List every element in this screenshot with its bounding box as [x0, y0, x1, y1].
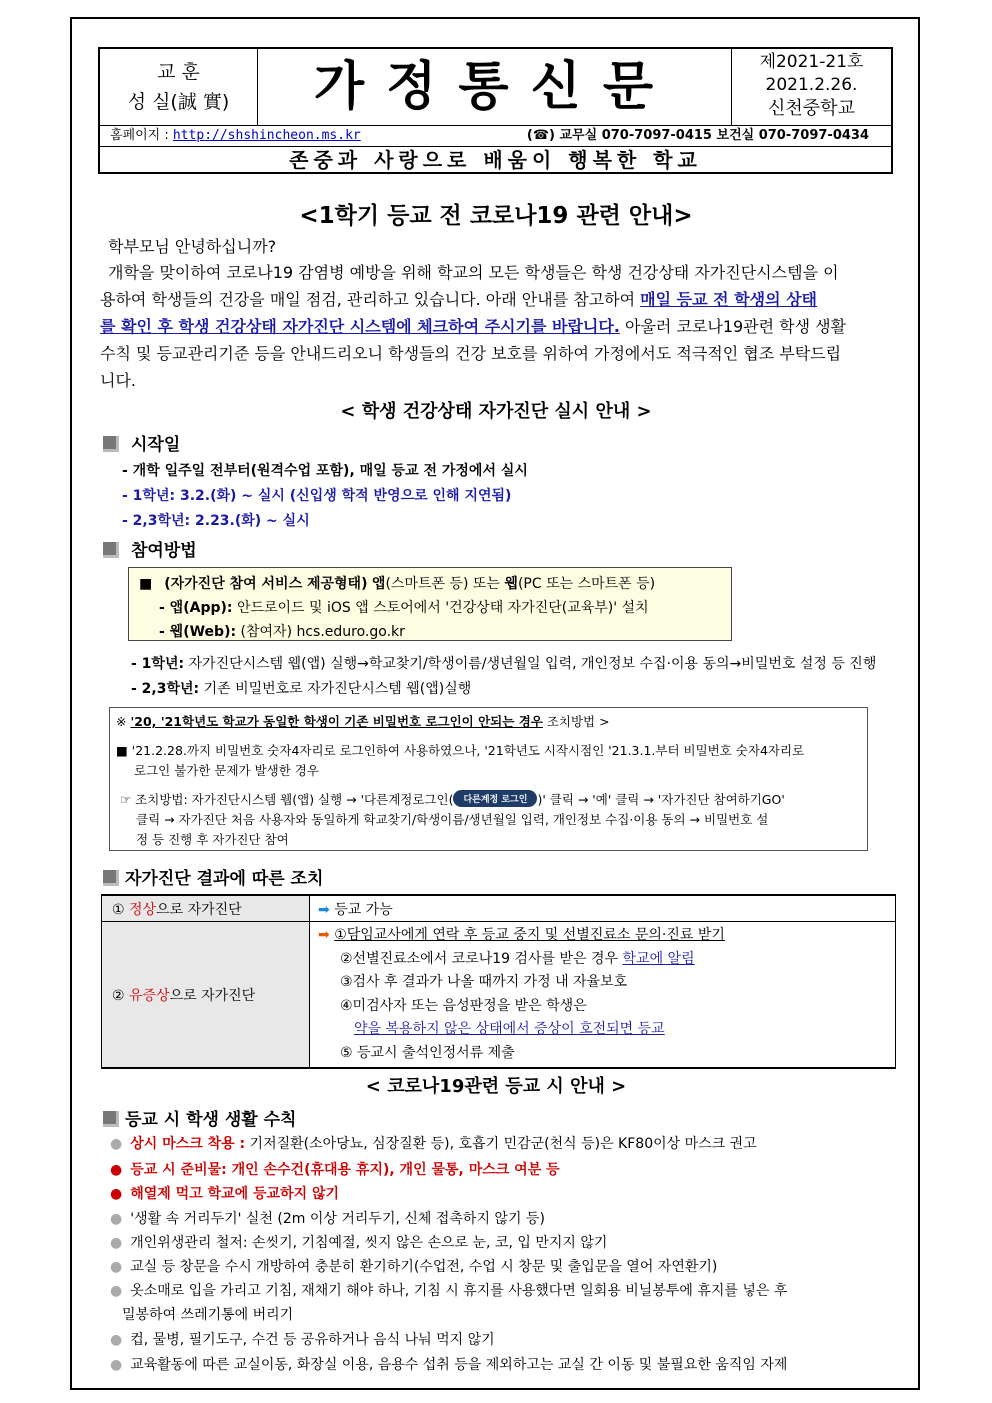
- rule-3: [110, 1183, 339, 1203]
- bullet-icon: ●: [110, 1283, 123, 1299]
- intro-line-4: 수칙 및 등교관리기준 등을 안내드리오니 학생들의 건강 보호를 위하여 가정에서도 적극적인 협조 부탁드립: [100, 344, 842, 363]
- symptom-action-1: [318, 924, 895, 948]
- normal-action-text: 등교 가능: [334, 901, 393, 918]
- app-line: [159, 597, 649, 617]
- symptom-action-2-text: ②선별진료소에서 코로나19 검사를 받은 경우: [340, 950, 623, 967]
- intro-greeting: 학부모님 안녕하십니까?: [108, 237, 277, 256]
- web-word: 웹: [504, 576, 518, 592]
- intro-highlight-2: 를 확인 후 학생 건강상태 자가진단 시스템에 체크하여 주시기를 바랍니다.: [100, 317, 620, 336]
- rule-5-text: 개인위생관리 철저: 손씻기, 기침예절, 씻지 않은 손으로 눈, 코, 입 만지지 않기: [130, 1235, 608, 1251]
- rule-1-label: 상시 마스크 착용 :: [130, 1136, 246, 1152]
- rule-8: [110, 1329, 495, 1349]
- start-item-3: - 2,3학년: 2.23.(화) ~ 실시: [122, 513, 310, 529]
- homepage-label: 홈페이지 :: [110, 128, 169, 143]
- main-title: <1학기 등교 전 코로나19 관련 안내>: [299, 203, 693, 229]
- square-bullet-icon: [103, 542, 119, 558]
- method-heading-text: 참여방법: [131, 541, 197, 561]
- rule-9-text: 교육활동에 따른 교실이동, 화장실 이용, 음용수 섭취 등을 제외하고는 교실 간 이동 및 불필요한 움직임 자제: [130, 1357, 788, 1373]
- rule-1-text: 기저질환(소아당뇨, 심장질환 등), 호흡기 민감군(천식 등)은 KF80이상 마스크 권고: [245, 1136, 757, 1152]
- issue-info: [731, 49, 891, 125]
- bullet-icon: ●: [110, 1186, 123, 1202]
- symptom-post: 으로 자가진단: [169, 987, 256, 1004]
- bullet-icon: ●: [110, 1259, 123, 1275]
- result-table: [101, 894, 896, 1069]
- rule-9: [110, 1354, 787, 1374]
- note-p2d: 정 등 진행 후 자가진단 참여: [136, 832, 289, 847]
- rules-heading: [103, 1105, 296, 1130]
- intro-line-3: [100, 313, 846, 340]
- letter-header: [98, 47, 893, 174]
- intro-line-1: 개학을 맞이하여 코로나19 감염병 예방을 위해 학교의 모든 학생들은 학생 건강상태 자가진단시스템을 이: [108, 263, 839, 282]
- grade23-label: - 2,3학년:: [131, 681, 200, 697]
- table-row: [102, 895, 896, 922]
- rule-4-text: '생활 속 거리두기' 실천 (2m 이상 거리두기, 신체 접촉하지 않기 등): [130, 1211, 545, 1227]
- web-line: [159, 621, 405, 641]
- grade23-method: [131, 678, 471, 698]
- note-mark: ※: [116, 714, 131, 729]
- issue-date: 2021.2.26.: [765, 75, 858, 95]
- arrow-right-icon: ➡: [318, 901, 330, 918]
- app-desc: (스마트폰 등) 또는: [385, 576, 505, 592]
- result-heading: [103, 864, 323, 889]
- rule-1: [110, 1133, 757, 1153]
- service-info-box: [128, 567, 732, 641]
- symptom-action-4b: [318, 1018, 895, 1042]
- method-heading: [103, 536, 197, 561]
- normal-post: 으로 자가진단: [156, 901, 242, 918]
- bullet-icon: ●: [110, 1211, 123, 1227]
- arrow-right-icon: ➡: [318, 927, 330, 943]
- grade23-text: 기존 비밀번호로 자가진단시스템 웹(앱)실행: [203, 681, 472, 697]
- intro-highlight-1: 매일 등교 전 학생의 상태: [640, 290, 818, 309]
- note-p1b: 로그인 불가한 문제가 발생한 경우: [134, 763, 319, 778]
- symptom-action-4: ④미검사자 또는 음성판정을 받은 학생은: [340, 997, 587, 1014]
- note-heading-tail: 조치방법 >: [542, 714, 610, 729]
- school-name: 신천중학교: [768, 98, 855, 119]
- rule-5: [110, 1232, 607, 1252]
- rule-2: [110, 1159, 560, 1179]
- normal-red: 정상: [129, 901, 157, 918]
- phone-numbers: (☎) 교무실 070-7097-0415 보건실 070-7097-0434: [526, 128, 869, 143]
- rule-6: [110, 1256, 717, 1276]
- symptom-red: 유증상: [129, 987, 170, 1004]
- note-heading-underlined: '20, '21학년도 학교가 동일한 학생이 기존 비밀번호 로그인이 안되는 경우: [130, 714, 543, 729]
- header-top-row: [100, 49, 891, 126]
- web-detail: (참여자) hcs.eduro.go.kr: [240, 624, 405, 640]
- service-type-line: [139, 573, 655, 593]
- normal-case: [102, 895, 310, 922]
- start-item-1: - 개학 일주일 전부터(원격수업 포함), 매일 등교 전 가정에서 실시: [122, 463, 528, 479]
- intro-line-3-text: 아울러 코로나19관련 학생 생활: [619, 317, 847, 336]
- rule-2-text: 등교 시 준비물: 개인 손수건(휴대용 휴지), 개인 물통, 마스크 여분 등: [130, 1162, 560, 1178]
- bullet-icon: ●: [110, 1162, 123, 1178]
- square-bullet-icon: [103, 870, 119, 886]
- bullet-icon: ●: [110, 1332, 123, 1348]
- symptom-action-4b-text: 약을 복용하지 않은 상태에서 증상이 호전되면 등교: [354, 1021, 665, 1037]
- section1-title: < 학생 건강상태 자가진단 실시 안내 >: [340, 401, 652, 422]
- homepage: [110, 125, 361, 146]
- result-heading-text: 자가진단 결과에 따른 조치: [125, 869, 324, 889]
- start-item-2: - 1학년: 3.2.(화) ~ 실시 (신입생 학적 반영으로 인해 지연됨): [122, 488, 512, 504]
- note-p2a: [120, 790, 785, 808]
- normal-num: ①: [112, 901, 130, 918]
- bullet-icon: ●: [110, 1136, 123, 1152]
- square-bullet-icon: [103, 1111, 119, 1127]
- rule-7b: 밀봉하여 쓰레기통에 버리기: [122, 1307, 294, 1323]
- issue-number: 제2021-21호: [759, 52, 864, 72]
- note-heading: [116, 712, 610, 730]
- bullet-icon: ●: [110, 1235, 123, 1251]
- intro-line-5: 니다.: [100, 371, 136, 390]
- square-bullet-icon: [103, 436, 119, 452]
- web-desc: (PC 또는 스마트폰 등): [517, 576, 656, 592]
- start-heading: [103, 430, 180, 455]
- note-p2b-text: )' 클릭 → '예' 클릭 → '자가진단 참여하기GO': [537, 792, 785, 807]
- homepage-link[interactable]: http://shshincheon.ms.kr: [172, 128, 361, 143]
- symptom-action-2-link: 학교에 알림: [622, 950, 695, 967]
- symptom-action-2: [318, 948, 895, 972]
- symptom-actions: [310, 922, 896, 1069]
- motto-label: 교 훈: [157, 61, 200, 83]
- app-detail: 안드로이드 및 iOS 앱 스토어에서 '건강상태 자가진단(교육부)' 설치: [236, 600, 649, 616]
- symptom-action-5: ⑤ 등교시 출석인정서류 제출: [340, 1044, 515, 1061]
- note-p2c: 클릭 → 자가진단 처음 사용자와 동일하게 학교찾기/학생이름/생년월일 입력, 개인정보 수집·이용 동의 → 비밀번호 설: [136, 812, 769, 827]
- service-type-label: (자가진단 참여 서비스 제공형태): [164, 576, 368, 592]
- web-label: - 웹(Web):: [159, 624, 237, 640]
- motto-value: 성 실(誠 實): [127, 91, 230, 113]
- table-row: [102, 922, 896, 1069]
- square-bullet-icon: ■: [139, 576, 153, 592]
- symptom-case: [102, 922, 310, 1069]
- other-account-login-button-image: 다른계정 로그인: [453, 790, 537, 807]
- intro-line-2-text: 용하여 학생들의 건강을 매일 점검, 관리하고 있습니다. 아래 안내를 참고하여: [100, 290, 641, 309]
- rule-3-text: 해열제 먹고 학교에 등교하지 않기: [130, 1186, 340, 1202]
- grade1-label: - 1학년:: [131, 656, 185, 672]
- password-note-box: [109, 707, 868, 851]
- symptom-num: ②: [112, 987, 130, 1004]
- page-title: 가정통신문: [313, 56, 676, 117]
- normal-action: [310, 895, 896, 922]
- rule-7: [110, 1280, 787, 1300]
- bullet-icon: ●: [110, 1357, 123, 1373]
- contact-row: [100, 125, 891, 147]
- grade1-method: [131, 653, 876, 673]
- rule-8-text: 컵, 물병, 필기도구, 수건 등 공유하거나 음식 나눠 먹지 않기: [130, 1332, 495, 1348]
- school-slogan: 존중과 사랑으로 배움이 행복한 학교: [289, 148, 702, 172]
- app-label: - 앱(App):: [159, 600, 233, 616]
- rule-4: [110, 1208, 545, 1228]
- start-heading-text: 시작일: [131, 435, 181, 455]
- section2-title: < 코로나19관련 등교 시 안내 >: [365, 1076, 627, 1097]
- grade1-text: 자가진단시스템 웹(앱) 실행→학교찾기/학생이름/생년월일 입력, 개인정보 수집·이용 동의→비밀번호 설정 등 진행: [188, 656, 877, 672]
- school-motto: [100, 49, 258, 125]
- rule-6-text: 교실 등 창문을 수시 개방하여 충분히 환기하기(수업전, 수업 시 창문 및 출입문을 열어 자연환기): [130, 1259, 718, 1275]
- rule-7-text: 옷소매로 입을 가리고 기침, 재채기 해야 하나, 기침 시 휴지를 사용했다면 일회용 비닐봉투에 휴지를 넣은 후: [130, 1283, 788, 1299]
- symptom-action-1-text: ①담임교사에게 연락 후 등교 중지 및 선별진료소 문의·진료 받기: [334, 927, 725, 943]
- rules-heading-text: 등교 시 학생 생활 수칙: [125, 1110, 297, 1130]
- intro-line-2: [100, 286, 817, 313]
- symptom-action-3: ③검사 후 결과가 나올 때까지 가정 내 자율보호: [340, 974, 628, 990]
- app-word: 앱: [371, 576, 386, 592]
- note-p2a-text: ☞ 조치방법: 자가진단시스템 웹(앱) 실행 → '다른계정로그인(: [120, 792, 454, 807]
- note-p1a: ■ '21.2.28.까지 비밀번호 숫자4자리로 로그인하여 사용하였으나, '21학년도 시작시점인 '21.3.1.부터 비밀번호 숫자4자리로: [116, 743, 805, 758]
